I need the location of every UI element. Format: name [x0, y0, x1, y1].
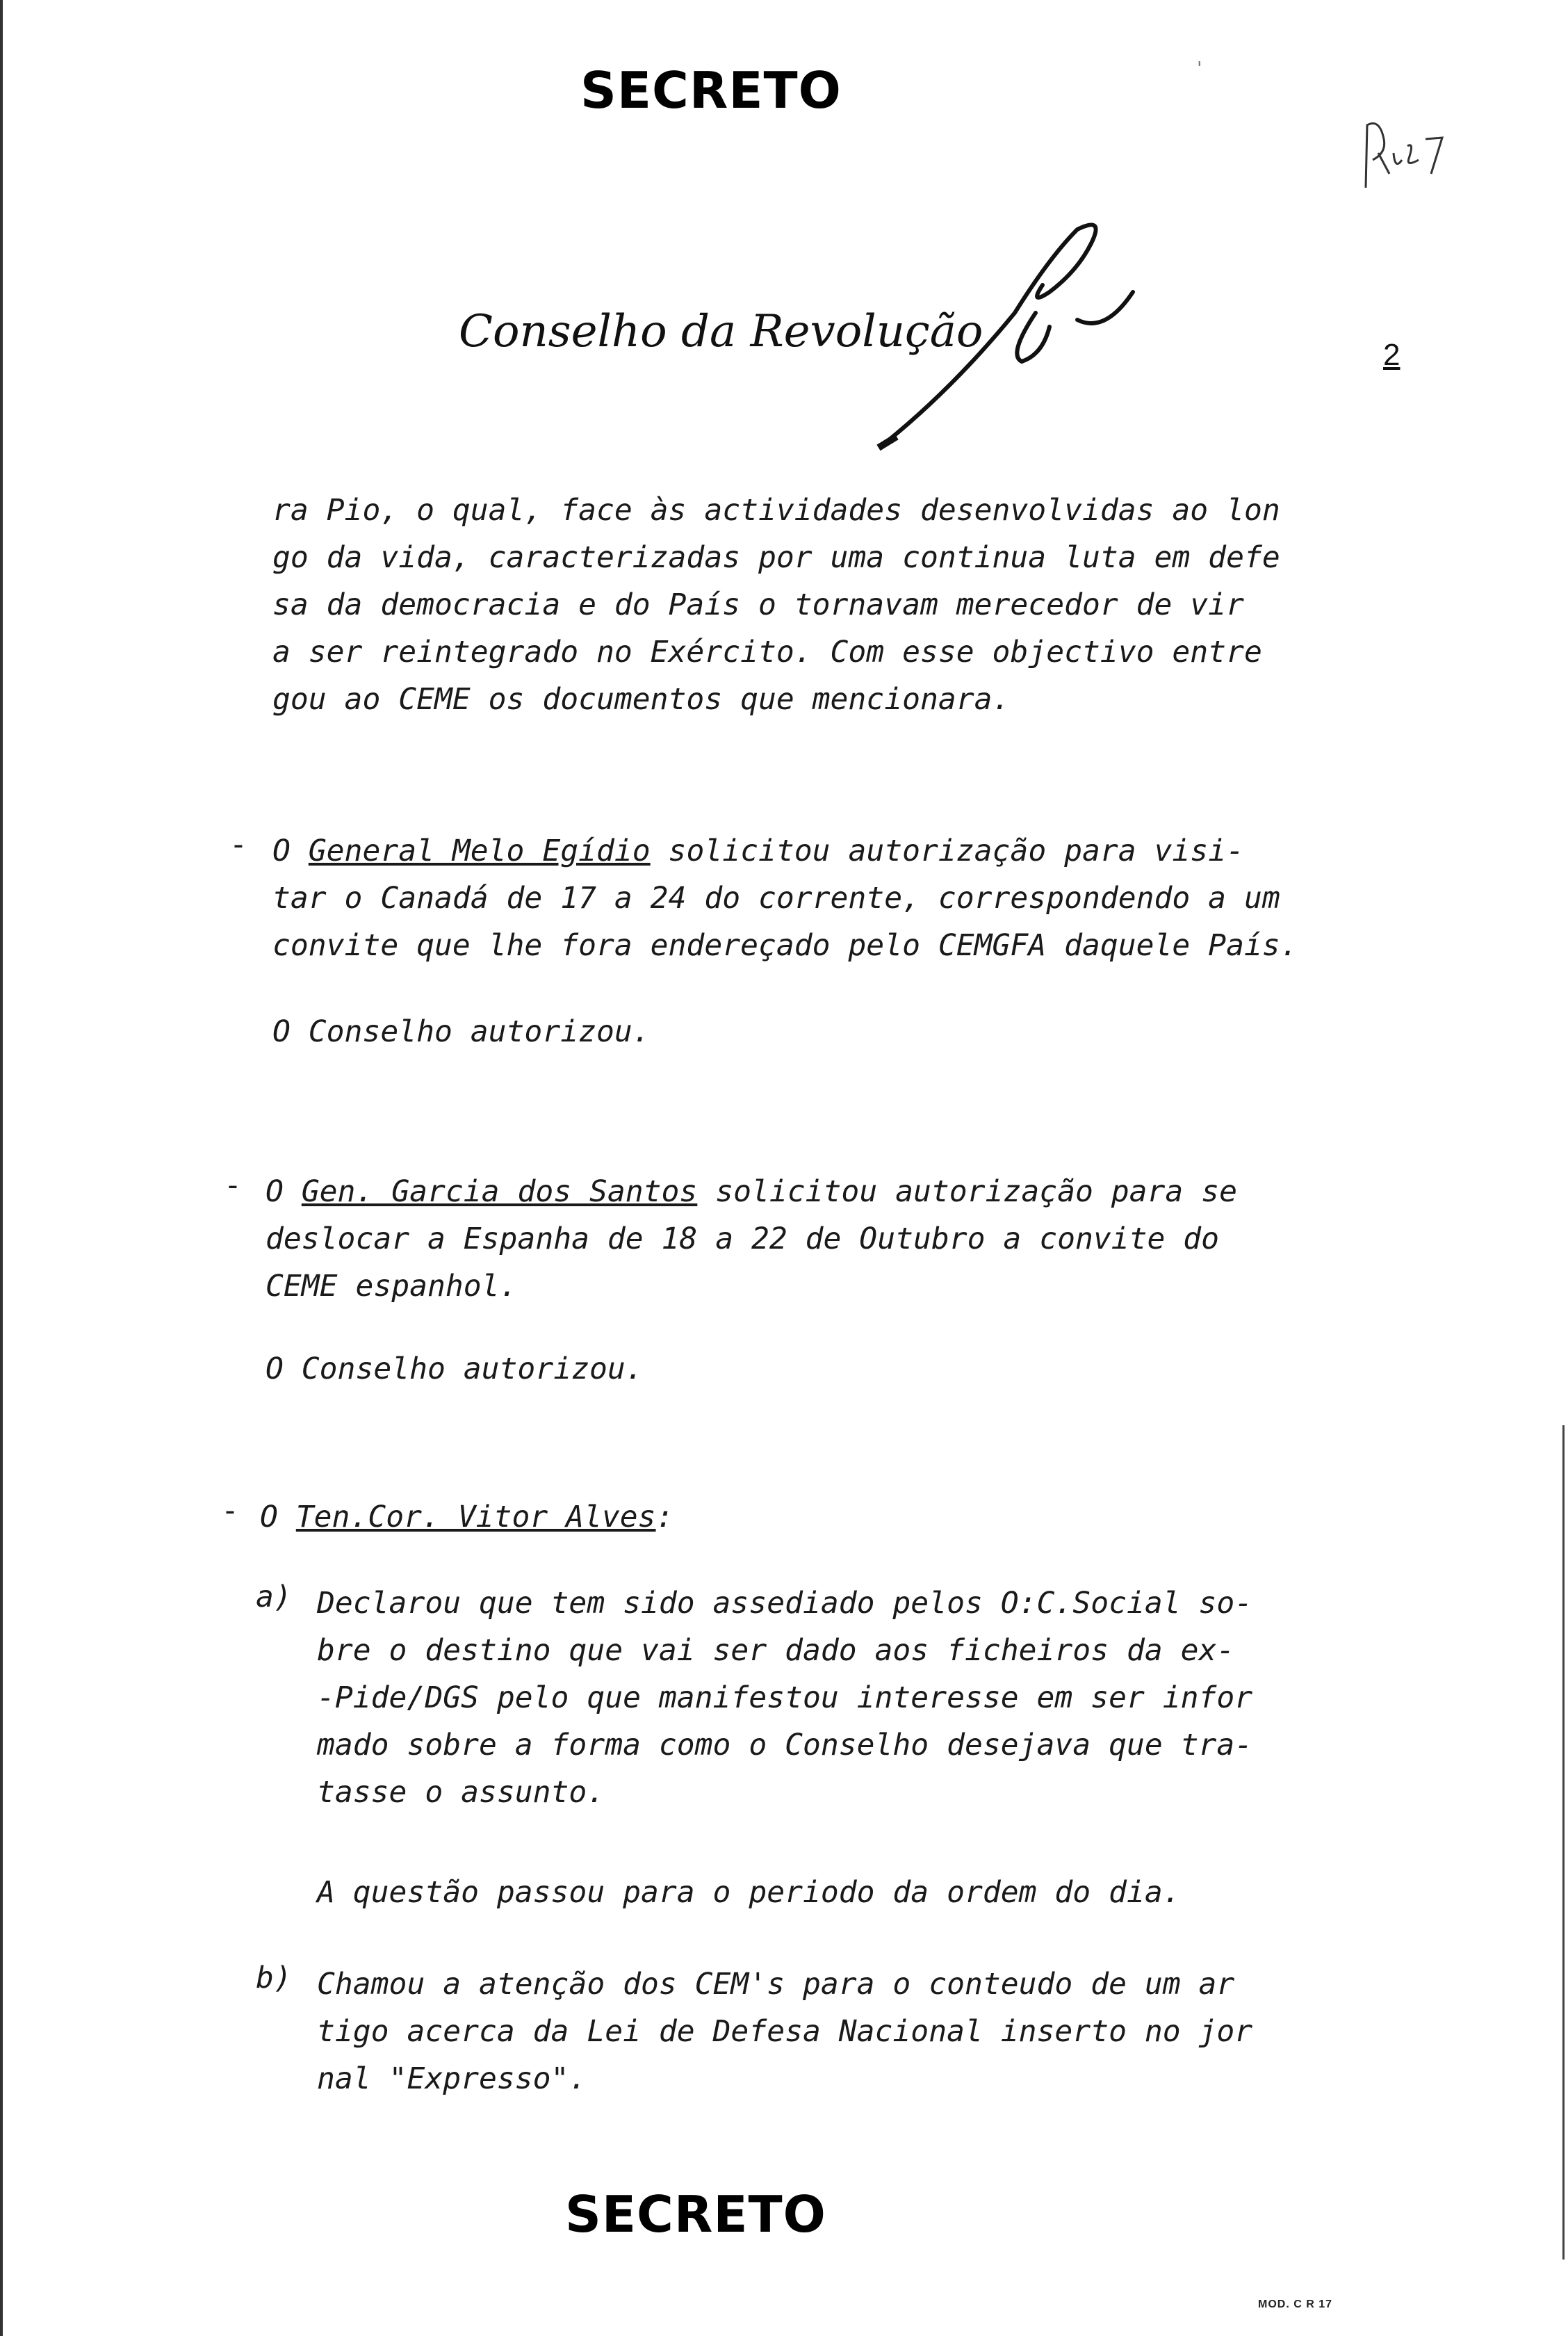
- sub-item-line: mado sobre a forma como o Conselho desejava que tra-: [317, 1728, 1253, 1762]
- paragraph-line: ra Pio, o qual, face às actividades desenvolvidas ao lon: [272, 493, 1280, 528]
- item-line: convite que lhe fora endereçado pelo CEMGFA daquele País.: [272, 928, 1298, 963]
- sub-item-line: nal "Expresso".: [317, 2061, 587, 2096]
- opening-paragraph: [272, 487, 1280, 723]
- item-line: tar o Canadá de 17 a 24 do corrente, correspondendo a um: [272, 881, 1280, 916]
- paragraph-line: a ser reintegrado no Exército. Com esse objectivo entre: [272, 635, 1262, 670]
- sub-item-line: tigo acerca da Lei de Defesa Nacional inserto no jor: [317, 2014, 1253, 2049]
- sub-item-b: [317, 1961, 1252, 2102]
- classification-bottom: SECRETO: [565, 2185, 826, 2244]
- page-number: 2: [1383, 338, 1400, 372]
- item-gen-garcia-dos-santos: [266, 1168, 1237, 1310]
- person-name: Ten.Cor. Vitor Alves: [295, 1500, 656, 1534]
- item-general-melo-egidio: [272, 827, 1298, 969]
- sub-item-marker: b): [256, 1961, 292, 1995]
- item-ten-cor-vitor-alves: O Ten.Cor. Vitor Alves:: [260, 1500, 674, 1534]
- item-line: O Gen. Garcia dos Santos solicitou autorização para se: [266, 1174, 1237, 1209]
- sub-item-line: Chamou a atenção dos CEM's para o conteudo de um ar: [317, 1967, 1235, 2002]
- sub-item-line: -Pide/DGS pelo que manifestou interesse em ser infor: [317, 1680, 1253, 1715]
- archive-handwritten-mark: [1359, 111, 1456, 195]
- scan-edge-right: [1562, 1425, 1565, 2260]
- item-bullet: -: [224, 1168, 242, 1203]
- item-line: CEME espanhol.: [266, 1269, 518, 1304]
- sub-item-line: Declarou que tem sido assediado pelos O:C.Social so-: [317, 1586, 1253, 1621]
- handwritten-signature: [869, 216, 1161, 452]
- stray-mark: ': [1194, 58, 1205, 79]
- item-bullet: -: [229, 827, 247, 862]
- sub-item-line: bre o destino que vai ser dado aos ficheiros da ex-: [317, 1633, 1235, 1668]
- item-bullet: -: [221, 1493, 239, 1528]
- scan-edge-left: [0, 0, 3, 2336]
- paragraph-line: sa da democracia e do País o tornavam merecedor de vir: [272, 587, 1244, 622]
- item-resolution: O Conselho autorizou.: [272, 1014, 651, 1049]
- item-line: O General Melo Egídio solicitou autorização para visi-: [272, 834, 1244, 868]
- sub-item-line: tasse o assunto.: [317, 1775, 605, 1810]
- letterhead-title: Conselho da Revolução: [459, 306, 983, 357]
- paragraph-line: go da vida, caracterizadas por uma continua luta em defe: [272, 540, 1280, 575]
- sub-item-a: [317, 1580, 1252, 1816]
- classification-top: SECRETO: [580, 61, 842, 120]
- person-name: General Melo Egídio: [308, 834, 651, 868]
- person-name: Gen. Garcia dos Santos: [301, 1174, 698, 1209]
- item-line: deslocar a Espanha de 18 a 22 de Outubro a convite do: [266, 1222, 1220, 1256]
- sub-item-marker: a): [256, 1580, 292, 1614]
- item-resolution: O Conselho autorizou.: [266, 1352, 644, 1386]
- sub-item-note: A questão passou para o periodo da ordem do dia.: [317, 1875, 1181, 1910]
- paragraph-line: gou ao CEME os documentos que mencionara.: [272, 682, 1011, 717]
- form-code: MOD. C R 17: [1258, 2298, 1333, 2310]
